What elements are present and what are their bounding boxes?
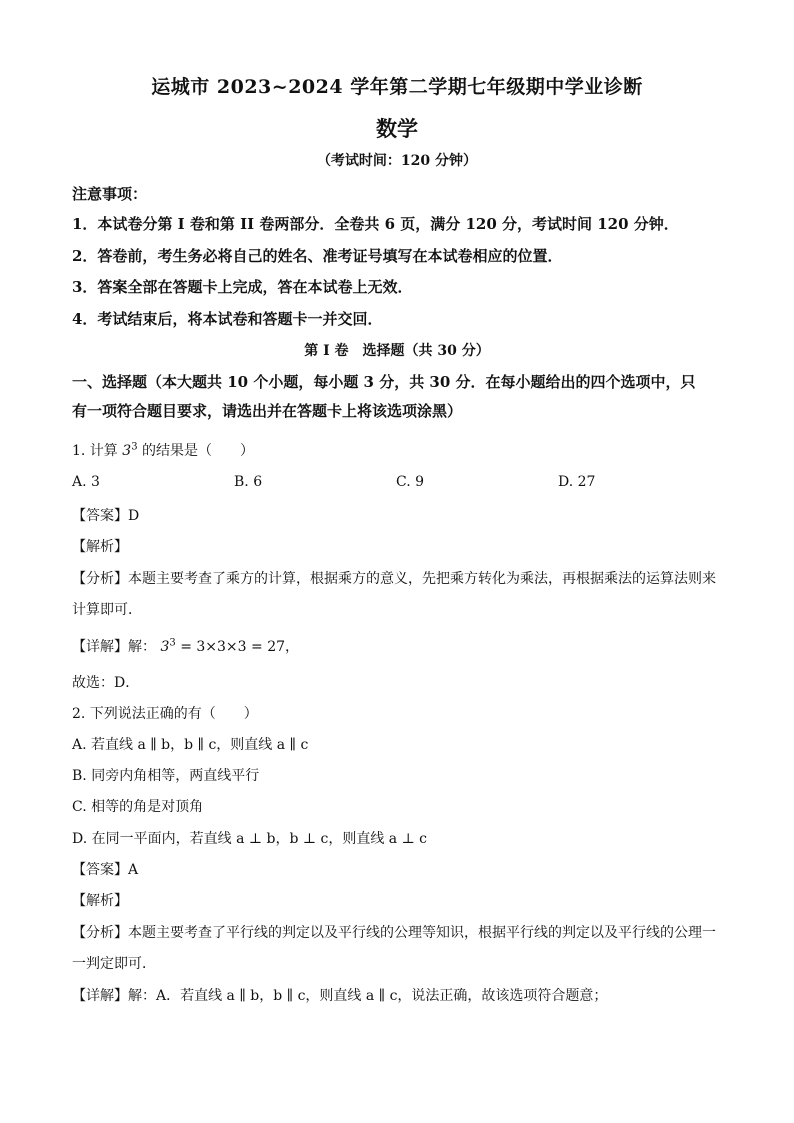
- q1-detail-formula: = 3×3×3 = 27，: [180, 639, 300, 655]
- exam-time: （考试时间：120 分钟）: [316, 153, 478, 169]
- q1-stem: [72, 440, 254, 460]
- q1-analysis-line-1: 【分析】本题主要考查了乘方的计算，根据乘方的意义，先把乘方转化为乘法，再根据乘法的运算法则来: [72, 571, 716, 587]
- q1-base: 3: [122, 443, 132, 459]
- note-item-2: 2．答卷前，考生务必将自己的姓名、准考证号填写在本试卷相应的位置．: [72, 247, 563, 265]
- q1-answer: 【答案】D: [72, 508, 140, 524]
- section-title: 第 I 卷 选择题（共 30 分）: [304, 343, 490, 359]
- q1-detail-prefix: 【详解】解：: [72, 639, 156, 655]
- subject-title: 数学: [376, 116, 418, 141]
- q1-option-b: B. 6: [234, 474, 263, 490]
- q2-analysis-line-2: 一判定即可．: [72, 956, 156, 972]
- q1-exponent: 3: [131, 441, 138, 453]
- q1-option-c: C. 9: [396, 474, 425, 490]
- section-intro-line-2: 有一项符合题目要求，请选出并在答题卡上将该选项涂黑）: [72, 402, 463, 420]
- q1-analysis-label: 【解析】: [72, 539, 128, 555]
- q2-answer: 【答案】A: [72, 862, 139, 878]
- q2-option-d: D. 在同一平面内，若直线 a ⊥ b，b ⊥ c，则直线 a ⊥ c: [72, 831, 428, 847]
- note-item-3: 3．答案全部在答题卡上完成，答在本试卷上无效．: [72, 278, 413, 296]
- note-item-1: 1．本试卷分第 I 卷和第 II 卷两部分．全卷共 6 页，满分 120 分，考试时间 120 分钟．: [72, 215, 679, 233]
- q1-stem-suffix: 的结果是（ ）: [142, 443, 255, 459]
- q1-detail-base: 3: [160, 639, 170, 655]
- q2-option-a: A. 若直线 a ∥ b，b ∥ c，则直线 a ∥ c: [72, 737, 309, 753]
- section-intro-line-1: 一、选择题（本大题共 10 个小题，每小题 3 分，共 30 分．在每小题给出的四个选项中，只: [72, 373, 696, 391]
- note-item-4: 4．考试结束后，将本试卷和答题卡一并交回．: [72, 310, 383, 328]
- notes-heading: 注意事项：: [72, 185, 148, 203]
- q2-detail: 【详解】解：A．若直线 a ∥ b，b ∥ c，则直线 a ∥ c，说法正确，故该选项符合题意；: [72, 988, 608, 1004]
- q2-option-c: C. 相等的角是对顶角: [72, 799, 204, 815]
- q1-option-a: A. 3: [72, 474, 100, 490]
- q1-stem-prefix: 1. 计算: [72, 443, 118, 459]
- q1-detail-exponent: 3: [169, 637, 176, 649]
- q1-option-d: D. 27: [558, 474, 596, 490]
- q1-detail: [72, 636, 299, 656]
- q1-conclusion: 故选：D．: [72, 675, 140, 691]
- page-title: 运城市 2023~2024 学年第二学期七年级期中学业诊断: [151, 76, 643, 98]
- q2-analysis-label: 【解析】: [72, 893, 128, 909]
- q2-analysis-line-1: 【分析】本题主要考查了平行线的判定以及平行线的公理等知识，根据平行线的判定以及平行线的公理一: [72, 925, 716, 941]
- q1-analysis-line-2: 计算即可．: [72, 602, 142, 618]
- q2-option-b: B. 同旁内角相等，两直线平行: [72, 768, 260, 784]
- q2-stem: 2. 下列说法正确的有（ ）: [72, 706, 258, 722]
